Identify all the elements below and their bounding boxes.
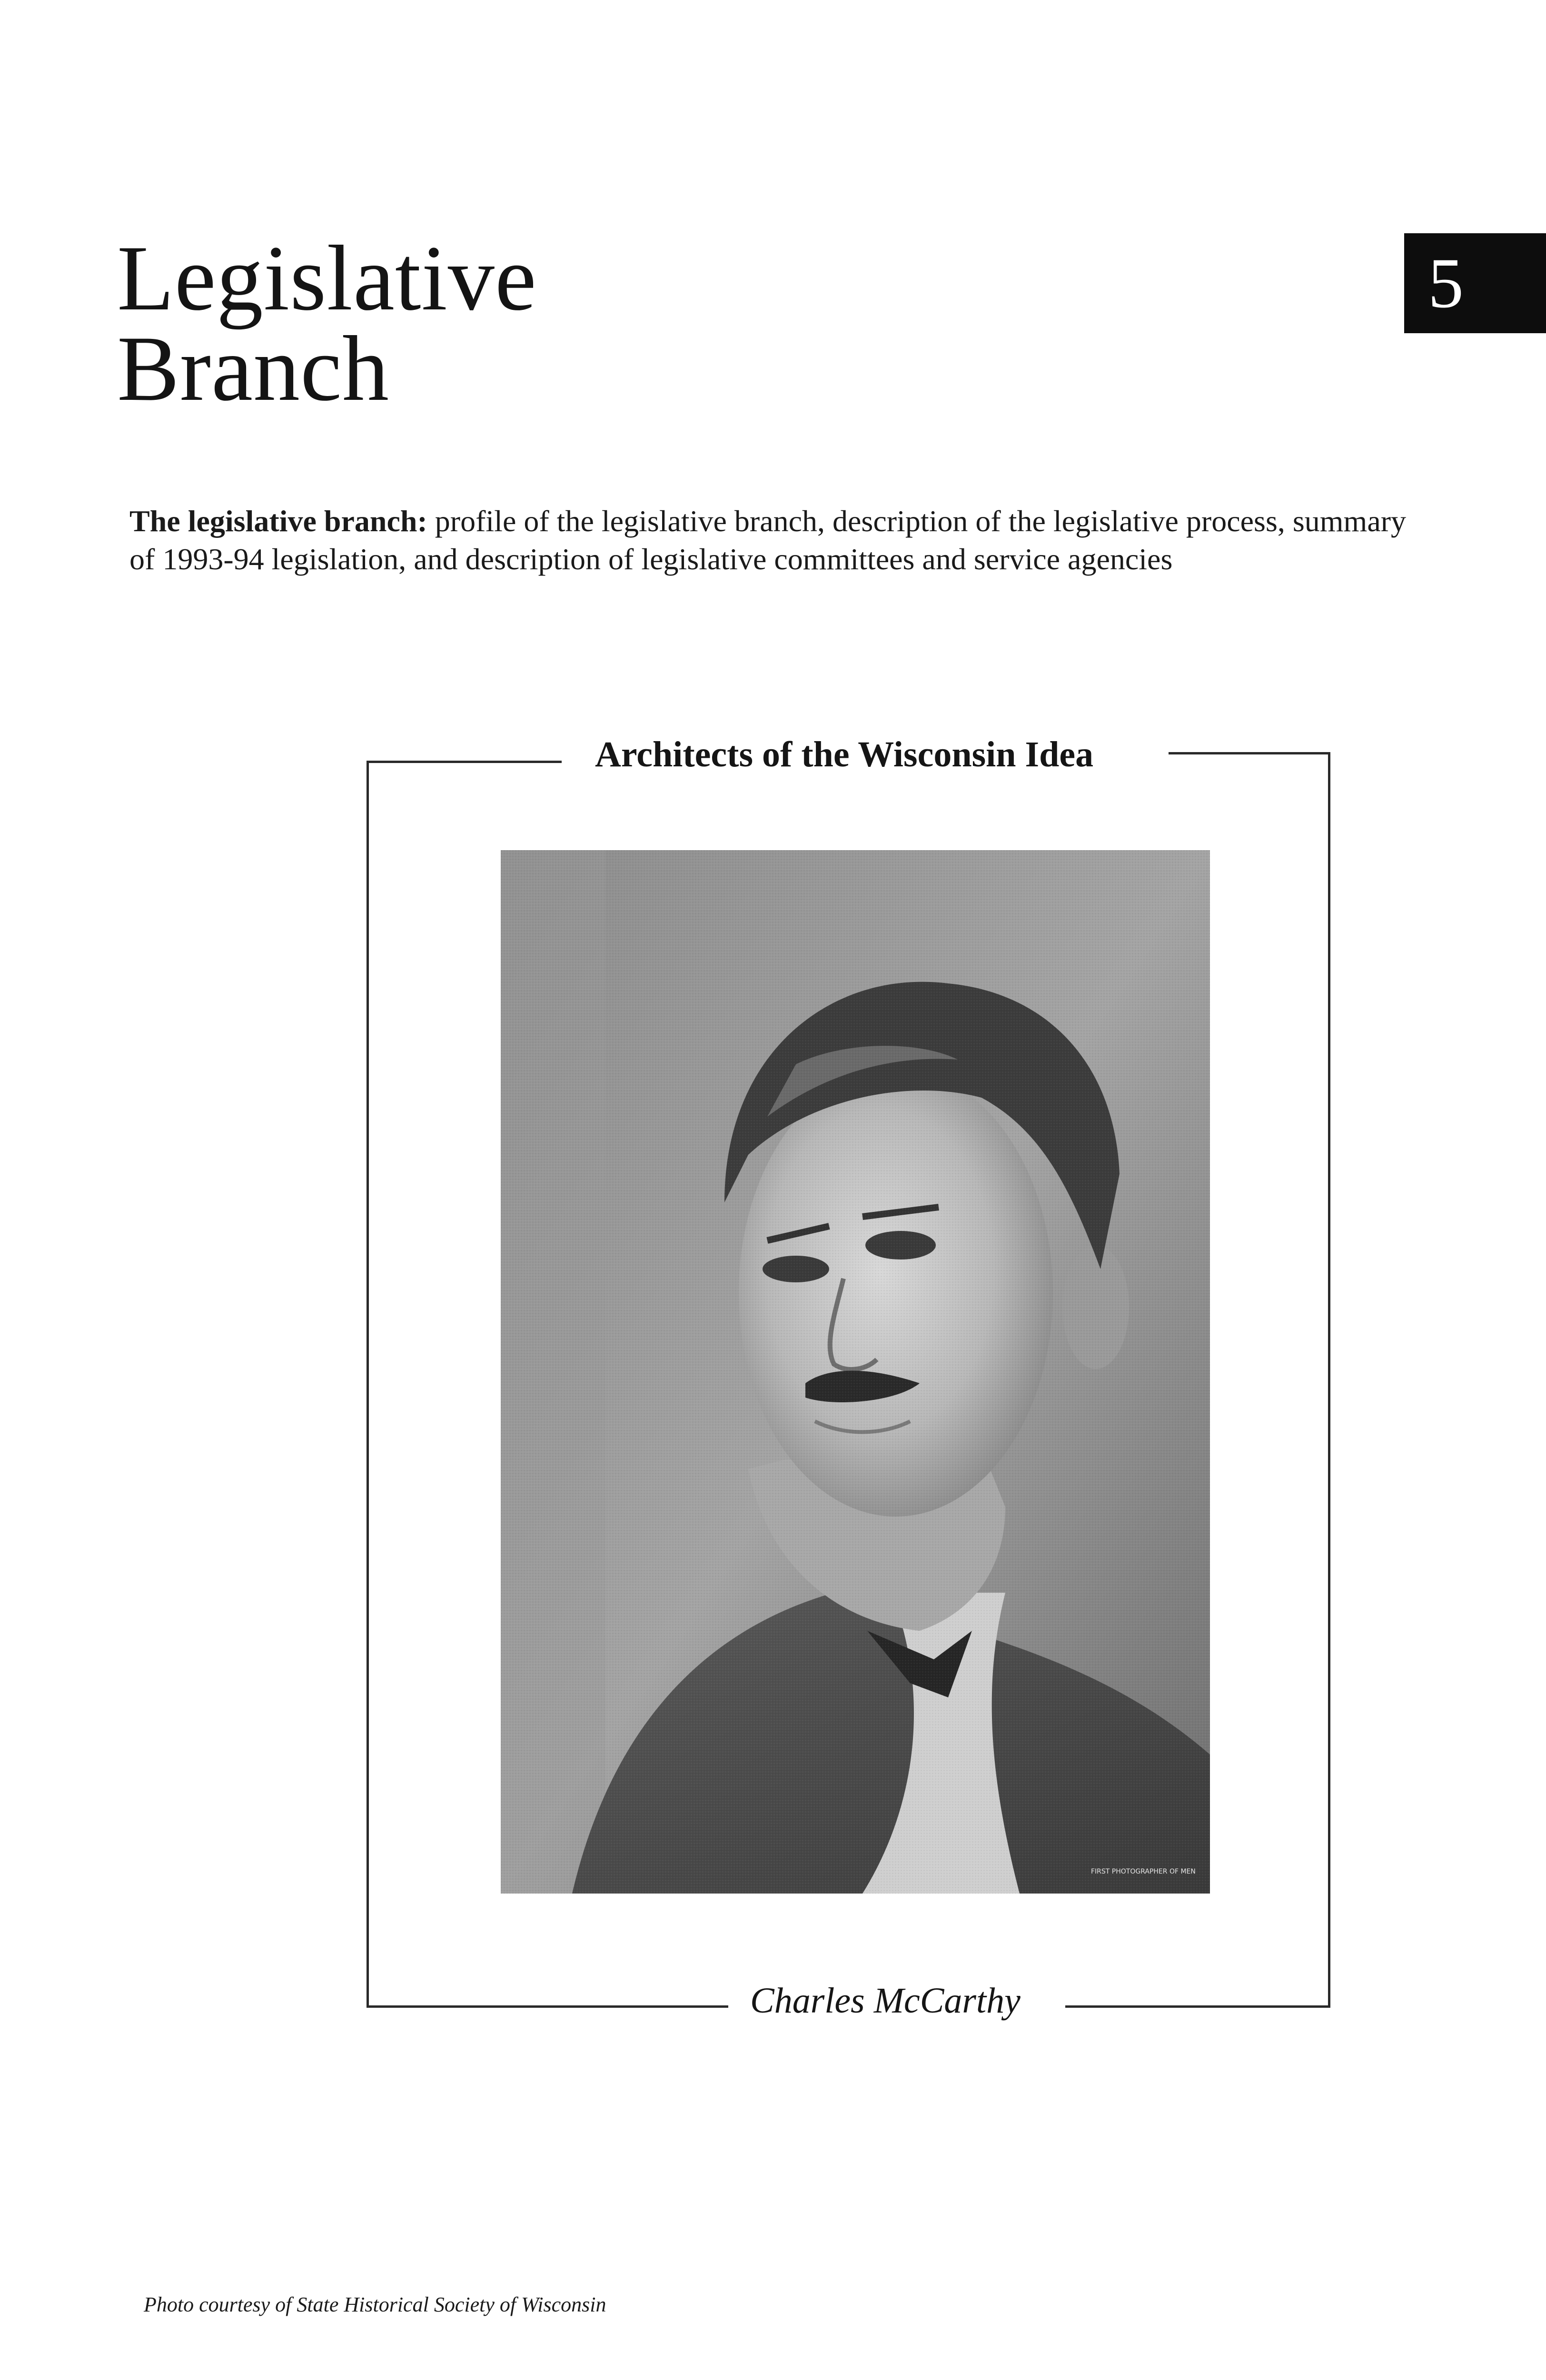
chapter-number-tab: 5 bbox=[1404, 233, 1546, 333]
frame-bottom-left-line bbox=[367, 2005, 728, 2008]
frame-top-left-line bbox=[367, 761, 562, 763]
photo-credit: Photo courtesy of State Historical Society of Wisconsin bbox=[144, 2293, 606, 2316]
intro-text: profile of the legislative branch, description of the legislative process, summary of 1993-94 legislation, and description of legislative committees and service agencies bbox=[129, 504, 1407, 576]
frame-left-line bbox=[367, 761, 369, 2008]
photographer-mark: FIRST PHOTOGRAPHER OF MEN bbox=[1091, 1868, 1196, 1875]
page-title-line-2: Branch bbox=[117, 317, 389, 420]
feature-heading: Architects of the Wisconsin Idea bbox=[595, 734, 1094, 774]
frame-right-line bbox=[1328, 752, 1330, 2008]
frame-bottom-right-line bbox=[1065, 2005, 1330, 2008]
portrait-photo bbox=[501, 850, 1210, 1894]
page-title bbox=[117, 227, 537, 420]
chapter-intro bbox=[129, 502, 1415, 578]
frame-top-right-line bbox=[1169, 752, 1330, 754]
page-title-line-1: Legislative bbox=[117, 227, 537, 330]
portrait-caption: Charles McCarthy bbox=[750, 1981, 1021, 2021]
intro-lead: The legislative branch: bbox=[129, 504, 427, 538]
